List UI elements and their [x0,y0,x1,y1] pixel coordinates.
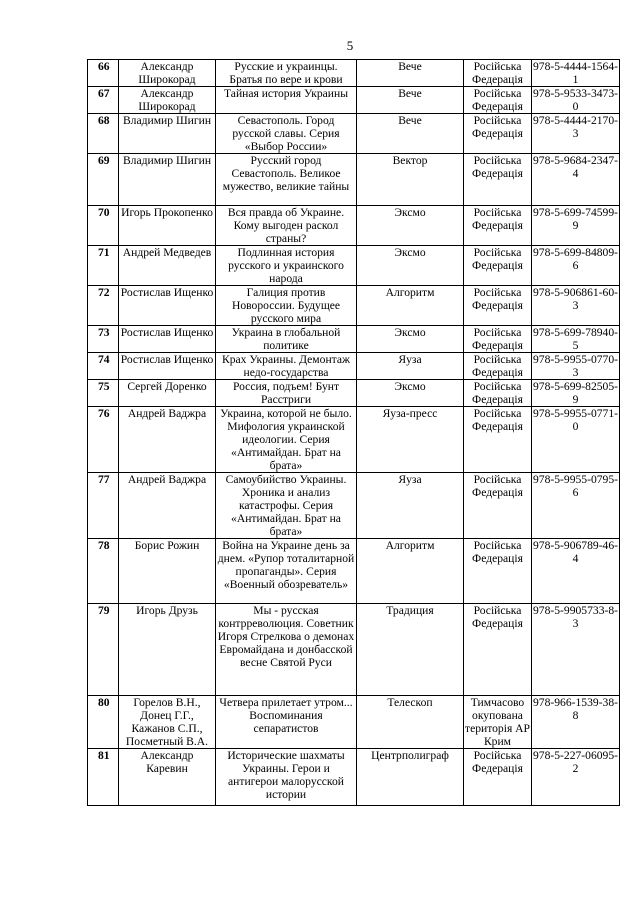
table-row [88,286,620,326]
row-number: 79 [88,604,119,696]
table-row [88,326,620,353]
publisher-cell: Традиция [357,604,464,696]
author-cell: Ростислав Ищенко [119,353,216,380]
publisher-cell: Вече [357,60,464,87]
isbn-cell: 978-5-9533-3473-0 [533,87,619,113]
row-number: 70 [88,206,119,246]
table-row [88,87,620,114]
title-cell: Крах Украины. Демонтаж недо-государства [216,353,357,380]
table-row [88,246,620,286]
row-number: 76 [88,407,119,473]
isbn-cell: 978-5-4444-1564-1 [533,60,619,86]
table-row [88,353,620,380]
author-cell: Александр Широкорад [119,60,216,87]
title-cell: Русский город Севастополь. Великое мужество, великие тайны [216,154,357,206]
publisher-cell: Яуза-пресс [357,407,464,473]
publisher-cell: Вече [357,87,464,114]
publisher-cell: Алгоритм [357,286,464,326]
country-cell: Російська Федерація [464,473,532,539]
row-number: 80 [88,696,119,749]
title-cell: Мы - русская контрреволюция. Советник Игоря Стрелкова о демонах Евромайдана и донбасской весне Святой Руси [216,604,357,696]
country-cell: Російська Федерація [464,604,532,696]
isbn-cell: 978-5-699-78940-5 [533,326,619,352]
author-cell: Александр Широкорад [119,87,216,114]
row-number: 71 [88,246,119,286]
country-cell: Російська Федерація [464,380,532,407]
publisher-cell: Яуза [357,473,464,539]
isbn-cell: 978-5-699-84809-6 [532,246,620,286]
row-number: 74 [88,353,119,380]
publisher-cell: Вектор [357,154,464,206]
publisher-cell: Эксмо [357,380,464,407]
author-cell: Горелов В.Н., Донец Г.Г., Кажанов С.П., Посметный В.А. [119,696,216,749]
title-cell: Исторические шахматы Украины. Герои и антигерои малорусской истории [216,749,357,806]
publisher-cell: Центрполиграф [357,749,464,806]
row-number: 75 [88,380,119,407]
author-cell: Ростислав Ищенко [119,326,216,353]
row-number: 81 [88,749,119,806]
isbn-cell: 978-5-9955-0795-6 [532,473,620,539]
author-cell: Александр Каревин [119,749,216,806]
isbn-cell: 978-5-699-74599-9 [532,206,620,246]
isbn-cell: 978-5-906789-46-4 [532,539,620,604]
row-number: 78 [88,539,119,604]
publisher-cell: Яуза [357,353,464,380]
isbn-cell: 978-5-9684-2347-4 [532,154,620,206]
title-cell: Подлинная история русского и украинского народа [216,246,357,286]
author-cell: Андрей Ваджра [119,473,216,539]
publisher-cell: Эксмо [357,326,464,353]
isbn-cell: 978-966-1539-38-8 [532,696,620,749]
isbn-cell: 978-5-227-06095-2 [532,749,620,806]
country-cell: Російська Федерація [464,749,532,806]
country-cell: Російська Федерація [464,407,532,473]
isbn-cell: 978-5-9905733-8-3 [532,604,620,696]
author-cell: Игорь Прокопенко [119,206,216,246]
table-row [88,473,620,539]
author-cell: Борис Рожин [119,539,216,604]
row-number: 69 [88,154,119,206]
author-cell: Владимир Шигин [119,114,216,154]
row-number: 77 [88,473,119,539]
row-number: 66 [88,60,119,87]
table-row [88,114,620,154]
books-table [87,59,620,806]
title-cell: Самоубийство Украины. Хроника и анализ катастрофы. Серия «Антимайдан. Брат на брата» [216,473,357,539]
country-cell: Російська Федерація [464,246,532,286]
table-row [88,154,620,206]
country-cell: Російська Федерація [464,353,532,380]
title-cell: Севастополь. Город русской славы. Серия «Выбор России» [216,114,357,154]
title-cell: Украина, которой не было. Мифология украинской идеологии. Серия «Антимайдан. Брат на брата» [216,407,357,473]
row-number: 73 [88,326,119,353]
publisher-cell: Телескоп [357,696,464,749]
author-cell: Игорь Друзь [119,604,216,696]
table-row [88,749,620,806]
title-cell: Война на Украине день за днем. «Рупор тоталитарной пропаганды». Серия «Военный обозреватель» [216,539,357,604]
row-number: 68 [88,114,119,154]
country-cell: Російська Федерація [464,286,532,326]
table-row [88,696,620,749]
country-cell: Російська Федерація [464,60,532,87]
table-row [88,539,620,604]
title-cell: Россия, подъем! Бунт Расстриги [216,380,357,407]
publisher-cell: Эксмо [357,206,464,246]
publisher-cell: Алгоритм [357,539,464,604]
country-cell: Російська Федерація [464,326,532,353]
publisher-cell: Эксмо [357,246,464,286]
title-cell: Четвера прилетает утром... Воспоминания сепаратистов [216,696,357,749]
title-cell: Вся правда об Украине. Кому выгоден раскол страны? [216,206,357,246]
author-cell: Андрей Ваджра [119,407,216,473]
isbn-cell: 978-5-4444-2170-3 [532,114,620,154]
country-cell: Російська Федерація [464,114,532,154]
country-cell: Тимчасово окупована територія АР Крим [465,696,530,748]
country-cell: Російська Федерація [464,154,532,206]
publisher-cell: Вече [357,114,464,154]
country-cell: Російська Федерація [464,87,532,114]
table-row [88,60,620,87]
title-cell: Тайная история Украины [216,87,357,114]
author-cell: Андрей Медведев [119,246,216,286]
isbn-cell: 978-5-906861-60-3 [532,286,620,326]
title-cell: Галиция против Новороссии. Будущее русского мира [216,286,357,326]
page-number: 5 [346,38,354,53]
row-number: 72 [88,286,119,326]
country-cell: Російська Федерація [464,206,532,246]
isbn-cell: 978-5-699-82505-9 [533,380,619,406]
country-cell: Російська Федерація [464,539,532,604]
table-row [88,407,620,473]
isbn-cell: 978-5-9955-0770-3 [533,353,619,379]
table-row [88,604,620,696]
table-row [88,380,620,407]
author-cell: Ростислав Ищенко [119,286,216,326]
author-cell: Сергей Доренко [119,380,216,407]
title-cell: Русские и украинцы. Братья по вере и крови [216,60,357,87]
title-cell: Украина в глобальной политике [216,326,357,353]
table-row [88,206,620,246]
isbn-cell: 978-5-9955-0771-0 [532,407,620,473]
row-number: 67 [88,87,119,114]
author-cell: Владимир Шигин [119,154,216,206]
